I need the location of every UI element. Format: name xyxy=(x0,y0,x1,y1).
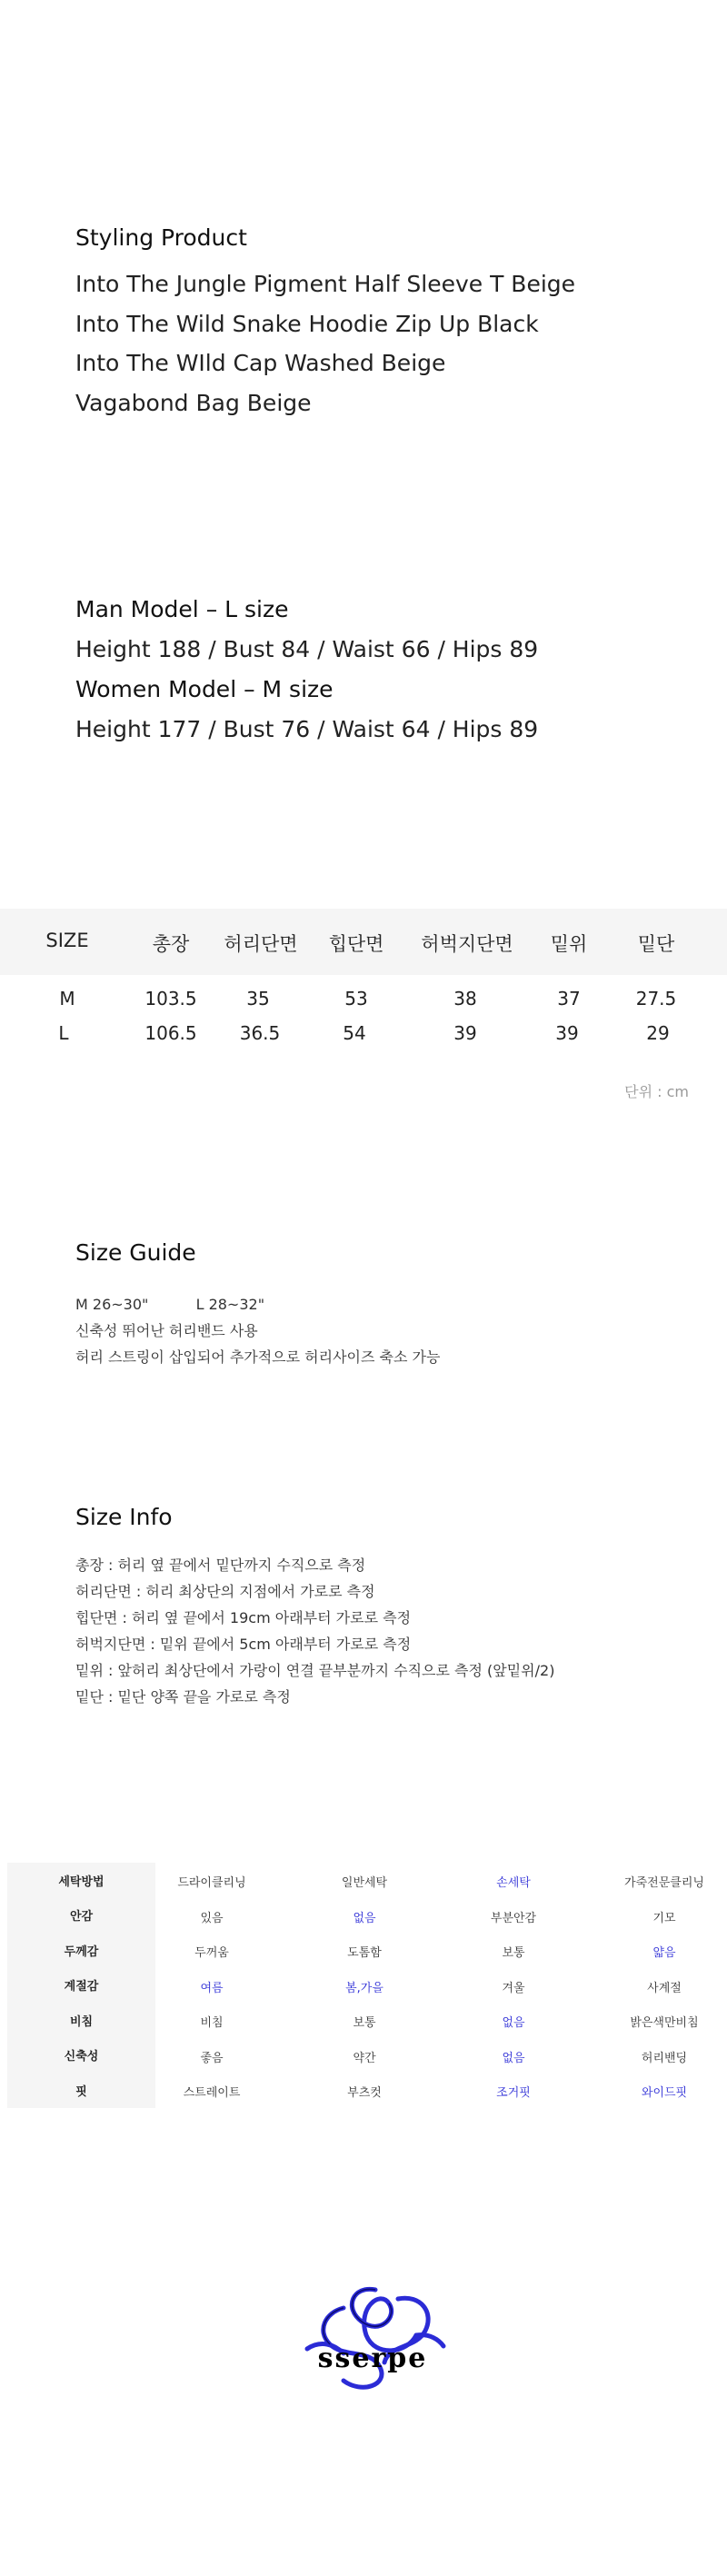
table-cell: 27.5 xyxy=(635,988,677,1010)
size-guide-line: 허리 스트링이 삽입되어 추가적으로 허리사이즈 축소 가능 xyxy=(75,1348,441,1366)
table-cell: 54 xyxy=(343,1022,366,1044)
care-option: 있음 xyxy=(200,1911,224,1925)
size-info-line: 총장 : 허리 옆 끝에서 밑단까지 수직으로 측정 xyxy=(75,1557,366,1574)
snake-logo xyxy=(289,2281,457,2408)
table-cell: 39 xyxy=(555,1022,579,1044)
table-cell: 38 xyxy=(453,988,477,1010)
care-option: 밝은색만비침 xyxy=(630,2016,699,2030)
care-row xyxy=(7,1863,727,1898)
care-table xyxy=(7,1863,727,2108)
care-row-label: 신축성 xyxy=(7,2038,155,2074)
care-row-label: 핏 xyxy=(7,2073,155,2108)
size-table-header xyxy=(0,909,727,975)
table-cell: 37 xyxy=(557,988,581,1010)
table-cell: L xyxy=(58,1022,69,1044)
care-option: 손세탁 xyxy=(496,1876,531,1890)
header-cell: 허벅지단면 xyxy=(421,933,513,955)
care-option: 없음 xyxy=(353,1911,376,1925)
care-option: 부분안감 xyxy=(490,1911,537,1925)
styling-item: Into The Wild Snake Hoodie Zip Up Black xyxy=(75,310,539,337)
care-row-label: 세탁방법 xyxy=(7,1863,155,1898)
women-model-title: Women Model – M size xyxy=(75,676,334,702)
care-option: 겨울 xyxy=(502,1981,525,1995)
table-cell: 36.5 xyxy=(239,1022,281,1044)
care-option: 기모 xyxy=(652,1911,676,1925)
care-row xyxy=(7,1933,727,1968)
size-table xyxy=(0,909,727,1057)
size-guide-text xyxy=(75,1291,440,1370)
care-option: 없음 xyxy=(502,2051,525,2065)
header-cell: 힙단면 xyxy=(328,933,384,955)
table-cell: 103.5 xyxy=(144,988,197,1010)
women-model-stats: Height 177 / Bust 76 / Waist 64 / Hips 89 xyxy=(75,716,539,742)
size-guide-l: L 28~32" xyxy=(195,1296,265,1313)
styling-item: Into The WIld Cap Washed Beige xyxy=(75,350,446,376)
care-option: 와이드핏 xyxy=(641,2086,688,2100)
header-cell: 밑단 xyxy=(637,933,675,955)
care-row xyxy=(7,1898,727,1934)
care-option: 일반세탁 xyxy=(341,1876,388,1890)
size-guide-m: M 26~30" xyxy=(75,1296,149,1313)
care-option: 여름 xyxy=(200,1981,224,1995)
logo-text: sserpe xyxy=(317,2342,428,2374)
care-option: 얇음 xyxy=(652,1946,676,1960)
care-option: 조거핏 xyxy=(496,2086,531,2100)
care-option: 봄,가을 xyxy=(345,1981,383,1995)
care-option: 스트레이트 xyxy=(183,2086,241,2100)
care-row xyxy=(7,2073,727,2108)
header-cell: 허리단면 xyxy=(224,933,298,955)
table-row xyxy=(0,1022,727,1057)
styling-product-list xyxy=(75,264,575,423)
table-cell: 35 xyxy=(246,988,270,1010)
care-option: 없음 xyxy=(502,2016,525,2030)
care-option: 허리밴딩 xyxy=(641,2051,688,2065)
care-row xyxy=(7,1968,727,2004)
table-cell: 106.5 xyxy=(144,1022,197,1044)
size-info-line: 밑단 : 밑단 양쪽 끝을 가로로 측정 xyxy=(75,1688,291,1706)
table-cell: 53 xyxy=(344,988,368,1010)
styling-item: Into The Jungle Pigment Half Sleeve T Beige xyxy=(75,271,576,297)
table-cell: 39 xyxy=(453,1022,477,1044)
care-row xyxy=(7,2038,727,2074)
care-option: 보통 xyxy=(353,2016,376,2030)
care-row-label: 비침 xyxy=(7,2003,155,2038)
man-model-stats: Height 188 / Bust 84 / Waist 66 / Hips 89 xyxy=(75,636,539,662)
size-info-line: 허리단면 : 허리 최상단의 지점에서 가로로 측정 xyxy=(75,1583,375,1600)
table-cell: 29 xyxy=(646,1022,670,1044)
care-row-label: 계절감 xyxy=(7,1968,155,2004)
size-info-line: 허벅지단면 : 밑위 끝에서 5cm 아래부터 가로로 측정 xyxy=(75,1636,412,1653)
care-option: 가죽전문클리닝 xyxy=(624,1876,704,1890)
care-row-label: 안감 xyxy=(7,1898,155,1934)
care-row xyxy=(7,2003,727,2038)
size-guide-title: Size Guide xyxy=(75,1239,196,1266)
care-option: 도톰함 xyxy=(347,1946,382,1960)
care-option: 좋음 xyxy=(200,2051,224,2065)
styling-item: Vagabond Bag Beige xyxy=(75,389,312,416)
care-option: 두꺼움 xyxy=(194,1946,229,1960)
size-info-text xyxy=(75,1552,554,1710)
care-option: 보통 xyxy=(502,1946,525,1960)
care-row-label: 두께감 xyxy=(7,1933,155,1968)
size-info-title: Size Info xyxy=(75,1504,173,1530)
care-option: 부츠컷 xyxy=(347,2086,382,2100)
size-guide-range xyxy=(75,1291,440,1318)
header-cell: SIZE xyxy=(45,930,89,951)
table-row xyxy=(0,988,727,1022)
header-cell: 밑위 xyxy=(550,933,588,955)
header-cell: 총장 xyxy=(152,933,190,955)
styling-product-title: Styling Product xyxy=(75,224,247,251)
table-cell: M xyxy=(59,988,75,1010)
care-option: 드라이클리닝 xyxy=(177,1876,246,1890)
man-model-title: Man Model – L size xyxy=(75,596,289,622)
size-info-line: 밑위 : 앞허리 최상단에서 가랑이 연결 끝부분까지 수직으로 측정 (앞밑위/2) xyxy=(75,1662,555,1679)
size-guide-line: 신축성 뛰어난 허리밴드 사용 xyxy=(75,1322,258,1339)
care-option: 비침 xyxy=(200,2016,224,2030)
care-option: 사계절 xyxy=(647,1981,682,1995)
unit-label: 단위 : cm xyxy=(624,1083,689,1100)
size-info-line: 힙단면 : 허리 옆 끝에서 19cm 아래부터 가로로 측정 xyxy=(75,1609,412,1626)
care-option: 약간 xyxy=(353,2051,376,2065)
